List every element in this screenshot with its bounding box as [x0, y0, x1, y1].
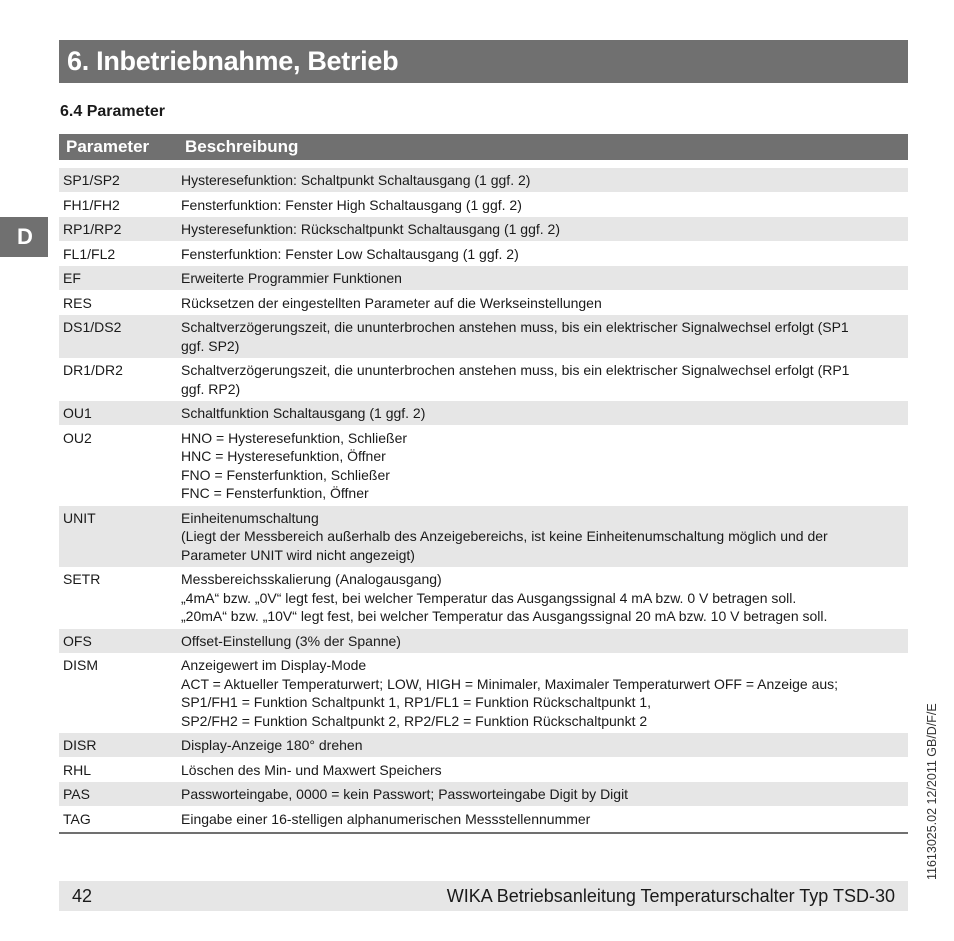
description-cell: [181, 245, 908, 264]
table-header: [59, 134, 908, 160]
page-footer: [59, 881, 908, 911]
description-line: Schaltverzögerungszeit, die ununterbrochen anstehen muss, bis ein elektrischer Signalwechsel erfolgt (RP1: [181, 362, 850, 378]
description-line: Anzeigewert im Display-Mode: [181, 657, 367, 673]
description-cell: [181, 736, 908, 755]
description-cell: [181, 429, 908, 503]
parameter-cell: OU1: [63, 405, 92, 421]
description-line: Passworteingabe, 0000 = kein Passwort; Passworteingabe Digit by Digit: [181, 786, 629, 802]
description-cell: [181, 570, 908, 626]
table-row: [59, 193, 908, 217]
description-cell: [181, 632, 908, 651]
table-row: [59, 807, 908, 831]
description-line: ggf. RP2): [181, 380, 241, 397]
description-line: Erweiterte Programmier Funktionen: [181, 270, 402, 286]
parameter-cell: RHL: [63, 761, 92, 778]
description-cell: [181, 171, 908, 190]
description-cell: [181, 220, 908, 239]
description-cell: [181, 196, 908, 215]
description-cell: [181, 785, 908, 804]
parameter-cell: DR1/DR2: [63, 362, 123, 378]
description-line: ggf. SP2): [181, 337, 240, 354]
parameter-cell: DS1/DS2: [63, 319, 122, 335]
table-row: [59, 168, 908, 192]
parameter-cell: OU2: [63, 429, 92, 446]
description-cell: [181, 810, 908, 829]
description-line: Fensterfunktion: Fenster High Schaltausgang (1 ggf. 2): [181, 196, 522, 213]
description-line: SP2/FH2 = Funktion Schaltpunkt 2, RP2/FL2 = Funktion Rückschaltpunkt 2: [181, 712, 648, 729]
parameter-cell: DISR: [63, 737, 97, 753]
table-row: [59, 567, 908, 628]
parameter-cell: UNIT: [63, 509, 96, 526]
parameter-cell: SP1/SP2: [63, 172, 120, 188]
table-row: [59, 315, 908, 358]
section-title: 6.4 Parameter: [60, 103, 165, 120]
table-bottom-rule: [59, 832, 908, 834]
header-description: Beschreibung: [185, 137, 299, 156]
table-row: [59, 266, 908, 290]
description-line: HNC = Hysteresefunktion, Öffner: [181, 448, 386, 464]
chapter-title: 6. Inbetriebnahme, Betrieb: [59, 40, 908, 83]
parameter-cell: PAS: [63, 786, 90, 802]
table-row: [59, 217, 908, 241]
description-line: Löschen des Min- und Maxwert Speichers: [181, 761, 442, 778]
table-row: [59, 358, 908, 401]
table-row: [59, 401, 908, 425]
description-line: (Liegt der Messbereich außerhalb des Anzeigebereichs, ist keine Einheitenumschaltung möglich und der: [181, 528, 828, 544]
page-number: 42: [72, 885, 93, 906]
description-line: Rücksetzen der eingestellten Parameter auf die Werkseinstellungen: [181, 294, 602, 311]
description-cell: [181, 761, 908, 780]
description-cell: [181, 404, 908, 423]
parameter-cell: TAG: [63, 810, 91, 827]
table-row: [59, 653, 908, 733]
table-row: [59, 629, 908, 653]
table-body: [59, 168, 908, 831]
table-row: [59, 242, 908, 266]
description-cell: [181, 269, 908, 288]
description-line: Fensterfunktion: Fenster Low Schaltausgang (1 ggf. 2): [181, 245, 519, 262]
footer-title: WIKA Betriebsanleitung Temperaturschalter Typ TSD-30: [446, 885, 895, 906]
table-row: [59, 291, 908, 315]
description-line: HNO = Hysteresefunktion, Schließer: [181, 429, 408, 446]
parameter-cell: RES: [63, 294, 92, 311]
description-line: Parameter UNIT wird nicht angezeigt): [181, 546, 415, 563]
description-line: FNO = Fensterfunktion, Schließer: [181, 466, 390, 483]
description-line: Hysteresefunktion: Rückschaltpunkt Schaltausgang (1 ggf. 2): [181, 221, 560, 237]
description-line: Display-Anzeige 180° drehen: [181, 737, 363, 753]
parameter-cell: SETR: [63, 571, 101, 587]
description-line: SP1/FH1 = Funktion Schaltpunkt 1, RP1/FL1 = Funktion Rückschaltpunkt 1,: [181, 694, 652, 710]
table-row: [59, 506, 908, 567]
parameter-cell: FH1/FH2: [63, 196, 120, 213]
description-line: Schaltverzögerungszeit, die ununterbrochen anstehen muss, bis ein elektrischer Signalwechsel erfolgt (SP1: [181, 319, 849, 335]
description-cell: [181, 361, 908, 398]
description-line: FNC = Fensterfunktion, Öffner: [181, 485, 369, 501]
table-row: [59, 733, 908, 757]
description-line: „20mA“ bzw. „10V“ legt fest, bei welcher Temperatur das Ausgangssignal 20 mA bzw. 10 V betragen soll.: [181, 608, 828, 624]
description-line: Hysteresefunktion: Schaltpunkt Schaltausgang (1 ggf. 2): [181, 172, 531, 188]
parameter-table: [59, 134, 908, 834]
description-cell: [181, 509, 908, 565]
parameter-cell: FL1/FL2: [63, 245, 116, 262]
description-cell: [181, 656, 908, 730]
header-parameter: Parameter: [66, 137, 150, 156]
description-line: Offset-Einstellung (3% der Spanne): [181, 632, 401, 649]
description-line: ACT = Aktueller Temperaturwert; LOW, HIGH = Minimaler, Maximaler Temperaturwert OFF = Anzeige aus;: [181, 675, 839, 692]
parameter-cell: OFS: [63, 632, 92, 649]
table-row: [59, 758, 908, 782]
language-tab: D: [0, 217, 48, 257]
description-line: „4mA“ bzw. „0V“ legt fest, bei welcher Temperatur das Ausgangssignal 4 mA bzw. 0 V betragen soll.: [181, 589, 797, 606]
table-row: [59, 426, 908, 506]
description-cell: [181, 294, 908, 313]
parameter-cell: EF: [63, 270, 81, 286]
description-cell: [181, 318, 908, 355]
parameter-cell: DISM: [63, 657, 98, 673]
table-row: [59, 782, 908, 806]
description-line: Eingabe einer 16-stelligen alphanumerischen Messstellennummer: [181, 810, 591, 827]
description-line: Schaltfunktion Schaltausgang (1 ggf. 2): [181, 405, 426, 421]
parameter-cell: RP1/RP2: [63, 221, 122, 237]
description-line: Einheitenumschaltung: [181, 509, 319, 526]
description-line: Messbereichsskalierung (Analogausgang): [181, 571, 442, 587]
